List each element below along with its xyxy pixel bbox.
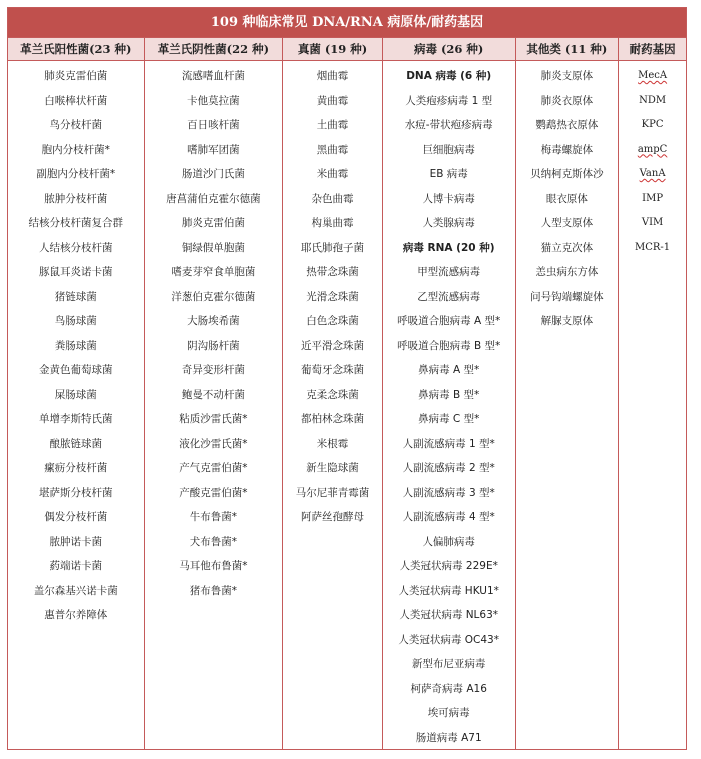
list-item: 鼻病毒 B 型* xyxy=(418,388,480,401)
list-item: 洋葱伯克霍尔德菌 xyxy=(171,290,256,303)
list-item: 黑曲霉 xyxy=(316,143,349,156)
list-item: 大肠埃希菌 xyxy=(187,315,240,327)
list-item: 贝纳柯克斯体沙 xyxy=(530,168,604,180)
list-item: 鹦鹉热衣原体 xyxy=(535,119,599,131)
list-item: 人偏肺病毒 xyxy=(422,535,475,548)
list-item: 柯萨奇病毒 A16 xyxy=(410,682,487,695)
list-item: 杂色曲霉 xyxy=(311,192,354,205)
list-item: 金黄色葡萄球菌 xyxy=(39,364,113,376)
list-item: 人类疱疹病毒 1 型 xyxy=(405,94,493,107)
list-item: VanA xyxy=(639,168,666,179)
list-item: 产酸克雷伯菌* xyxy=(179,486,248,499)
column xyxy=(145,61,284,750)
column-header: 真菌 (19 种) xyxy=(283,38,383,60)
list-item: 呼吸道合胞病毒 B 型* xyxy=(397,339,501,352)
list-item: 鼻病毒 A 型* xyxy=(418,364,480,376)
list-item: 猫立克次体 xyxy=(540,241,594,254)
list-item: 人类冠状病毒 229E* xyxy=(399,560,498,572)
list-item: 唐菖蒲伯克霍尔德菌 xyxy=(166,192,261,205)
list-item: IMP xyxy=(642,192,664,204)
table-body xyxy=(8,61,686,750)
list-item: 巨细胞病毒 xyxy=(422,143,475,156)
list-item: 恙虫病东方体 xyxy=(535,266,599,278)
list-item: 新型布尼亚病毒 xyxy=(411,658,486,670)
column-header: 革兰氏阳性菌(23 种) xyxy=(8,38,145,60)
list-item: 问号钩端螺旋体 xyxy=(530,290,604,303)
list-item: 产气克雷伯菌* xyxy=(179,462,248,474)
column xyxy=(283,61,383,750)
list-item: 牛布鲁菌* xyxy=(189,511,238,523)
list-item: 肺炎支原体 xyxy=(540,70,594,82)
list-item: 马耳他布鲁菌* xyxy=(179,560,248,572)
list-item: 嗜肺军团菌 xyxy=(187,143,240,156)
list-item: 葡萄牙念珠菌 xyxy=(301,364,365,376)
list-item: 屎肠球菌 xyxy=(54,388,97,401)
list-item: 土曲霉 xyxy=(316,119,349,131)
list-item: 流感嗜血杆菌 xyxy=(181,70,245,82)
list-item: 盖尔森基兴诺卡菌 xyxy=(33,584,118,597)
list-item: 豚鼠耳炎诺卡菌 xyxy=(39,266,113,278)
list-item: 偶发分枝杆菌 xyxy=(44,511,108,523)
list-item: VIM xyxy=(641,217,664,228)
list-item: 人副流感病毒 4 型* xyxy=(402,511,495,523)
list-item: 白喉棒状杆菌 xyxy=(44,94,108,107)
list-item: 猪布鲁菌* xyxy=(189,584,238,597)
list-item: 猪链球菌 xyxy=(54,290,97,303)
list-item: 百日咳杆菌 xyxy=(187,119,240,131)
list-item: NDM xyxy=(639,94,667,106)
list-item: 肺炎衣原体 xyxy=(540,94,594,107)
list-item: 人副流感病毒 2 型* xyxy=(402,462,495,474)
list-item: 卡他莫拉菌 xyxy=(187,94,240,107)
table-title: 109 种临床常见 DNA/RNA 病原体/耐药基因 xyxy=(8,8,686,37)
list-item: 人结核分枝杆菌 xyxy=(39,241,113,254)
column xyxy=(383,61,516,750)
list-item: 葯端诺卡菌 xyxy=(49,560,103,572)
list-item: 鼻病毒 C 型* xyxy=(418,413,480,425)
pathogen-table xyxy=(7,7,687,750)
list-item: 烟曲霉 xyxy=(316,70,349,82)
list-item: ampC xyxy=(637,143,668,155)
column-header: 病毒 (26 种) xyxy=(383,38,516,60)
list-item: 耶氏肺孢子菌 xyxy=(301,241,365,254)
list-item: 酿脓链球菌 xyxy=(49,437,103,450)
list-item: 构巢曲霉 xyxy=(311,217,354,229)
list-item: 鲍曼不动杆菌 xyxy=(181,388,245,401)
list-item: 呼吸道合胞病毒 A 型* xyxy=(397,315,501,327)
list-item: 单增李斯特氏菌 xyxy=(39,413,113,425)
list-item: 人类腺病毒 xyxy=(422,217,475,229)
list-item: 肺炎克雷伯菌 xyxy=(181,217,245,229)
column-header: 革兰氏阴性菌(22 种) xyxy=(145,38,284,60)
list-item: 都柏林念珠菌 xyxy=(301,413,365,425)
column xyxy=(516,61,620,750)
list-item: 肺炎克雷伯菌 xyxy=(44,70,108,82)
list-item: 乙型流感病毒 xyxy=(417,290,481,303)
list-item: 堪萨斯分枝杆菌 xyxy=(39,486,113,499)
list-item: 水痘-带状疱疹病毒 xyxy=(404,119,493,131)
list-item: 副胞内分枝杆菌* xyxy=(36,168,116,180)
list-item: 阿萨丝孢酵母 xyxy=(301,511,365,523)
category-subheader: 病毒 RNA (20 种) xyxy=(402,241,495,254)
list-item: 鸟分枝杆菌 xyxy=(49,119,103,131)
list-item: 嗜麦芽窄食单胞菌 xyxy=(171,266,256,278)
list-item: 粘质沙雷氏菌* xyxy=(179,413,248,425)
list-item: 奇异变形杆菌 xyxy=(181,364,245,376)
list-item: MecA xyxy=(638,70,668,81)
list-item: 人类冠状病毒 NL63* xyxy=(399,609,499,621)
list-item: 新生隐球菌 xyxy=(306,462,359,474)
list-item: 克柔念珠菌 xyxy=(306,388,359,401)
list-item: 犬布鲁菌* xyxy=(189,535,238,548)
list-item: 黄曲霉 xyxy=(316,94,349,107)
list-item: 惠普尔养障体 xyxy=(44,609,108,621)
list-item: 近平滑念珠菌 xyxy=(301,339,365,352)
list-item: 脓肿分枝杆菌 xyxy=(44,192,108,205)
list-item: 光滑念珠菌 xyxy=(306,290,359,303)
list-item: 人型支原体 xyxy=(540,217,594,229)
list-item: 热带念珠菌 xyxy=(306,266,359,278)
list-item: 马尔尼菲青霉菌 xyxy=(295,486,370,499)
list-item: 米根霉 xyxy=(316,437,349,450)
column-header: 耐药基因 xyxy=(629,42,676,56)
list-item: 白色念珠菌 xyxy=(306,315,359,327)
list-item: KPC xyxy=(641,119,664,130)
list-item: 胞内分枝杆菌* xyxy=(41,143,110,156)
list-item: 米曲霉 xyxy=(316,168,349,180)
list-item: 甲型流感病毒 xyxy=(417,266,481,278)
list-item: 肠道沙门氏菌 xyxy=(181,168,245,180)
list-item: 人博卡病毒 xyxy=(422,192,475,205)
column-header: 其他类 (11 种) xyxy=(516,38,620,60)
list-item: 人类冠状病毒 HKU1* xyxy=(398,584,499,597)
list-item: 脓肿诺卡菌 xyxy=(49,535,103,548)
category-subheader: DNA 病毒 (6 种) xyxy=(406,70,492,82)
list-item: 肠道病毒 A71 xyxy=(415,731,482,744)
list-item: 鸟肠球菌 xyxy=(54,315,97,327)
list-item: 解脲支原体 xyxy=(540,315,594,327)
list-item: 铜绿假单胞菌 xyxy=(181,241,245,254)
list-item: 眼衣原体 xyxy=(545,192,588,205)
list-item: 梅毒螺旋体 xyxy=(540,143,594,156)
list-item: 埃可病毒 xyxy=(427,707,470,719)
list-item: EB 病毒 xyxy=(429,168,468,180)
list-item: 人类冠状病毒 OC43* xyxy=(398,633,499,646)
header-row xyxy=(8,37,686,61)
list-item: 粪肠球菌 xyxy=(54,339,97,352)
list-item: 人副流感病毒 1 型* xyxy=(402,437,495,450)
list-item: MCR-1 xyxy=(635,241,671,253)
list-item: 人副流感病毒 3 型* xyxy=(402,486,495,499)
column xyxy=(619,61,686,750)
list-item: 液化沙雷氏菌* xyxy=(179,437,248,450)
list-item: 瘰疬分枝杆菌 xyxy=(44,462,108,474)
column xyxy=(8,61,145,750)
list-item: 结核分枝杆菌复合群 xyxy=(28,217,124,229)
list-item: 阴沟肠杆菌 xyxy=(187,339,240,352)
